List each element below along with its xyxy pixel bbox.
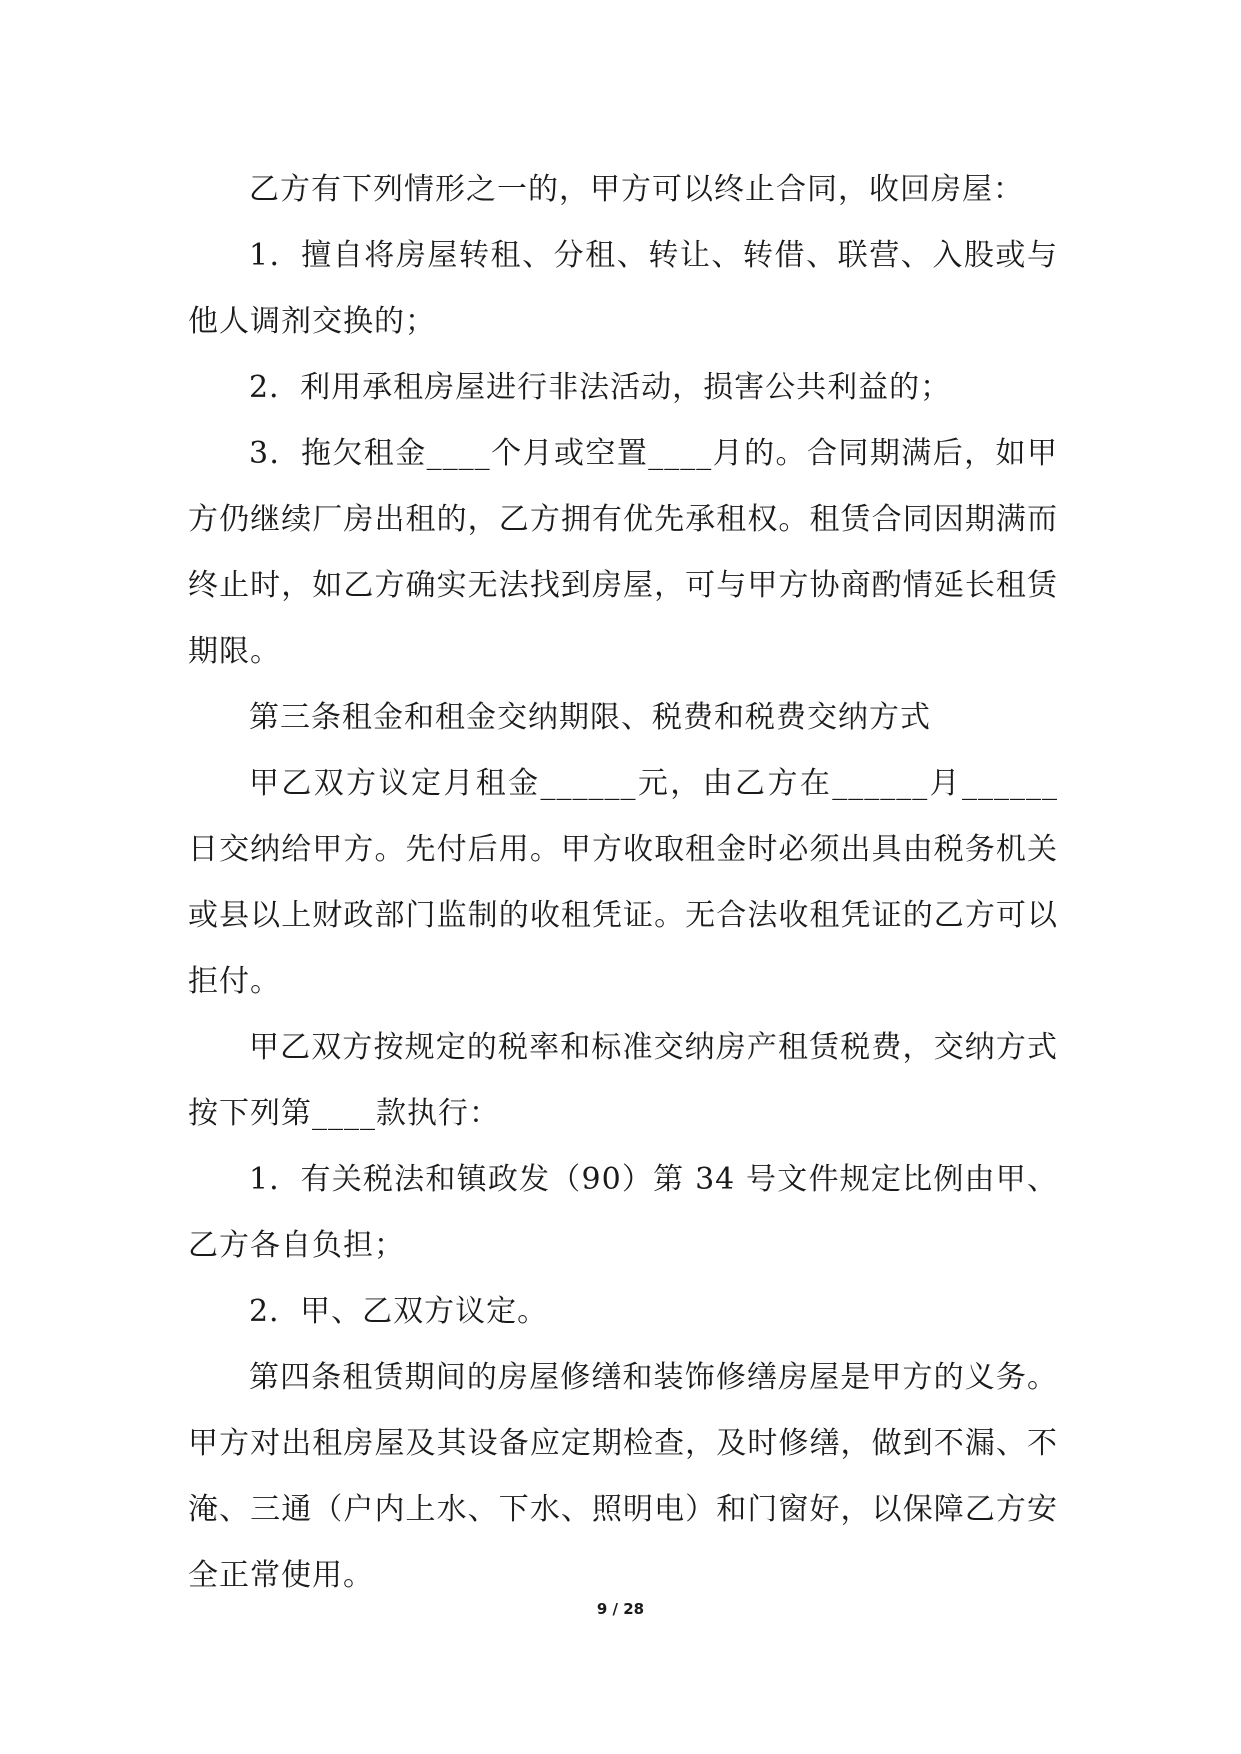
paragraph-item-2-illegal-use: 2．利用承租房屋进行非法活动，损害公共利益的； xyxy=(249,370,952,405)
page-number: 9 / 28 xyxy=(596,1600,645,1618)
section-heading-article-3: 第三条租金和租金交纳期限、税费和税费交纳方式 xyxy=(249,700,931,735)
paragraph-item-3-arrears: 3．拖欠租金____个月或空置____月的。合同期满后，如甲方仍继续厂房出租的，乙方拥有优先承租权。租赁合同因期满而终止时，如乙方确实无法找到房屋，可与甲方协商酌情延长租赁期限。 xyxy=(188,436,1058,669)
document-body xyxy=(188,157,1058,1609)
paragraph-item-1-sublet: 1．擅自将房屋转租、分租、转让、转借、联营、入股或与他人调剂交换的； xyxy=(188,238,1058,339)
paragraph-article-4-repairs: 第四条租赁期间的房屋修缮和装饰修缮房屋是甲方的义务。甲方对出租房屋及其设备应定期检查，及时修缮，做到不漏、不淹、三通（户内上水、下水、照明电）和门窗好，以保障乙方安全正常使用。 xyxy=(188,1360,1058,1593)
paragraph-tax-option-2: 2．甲、乙双方议定。 xyxy=(249,1294,549,1329)
paragraph-tax-payment: 甲乙双方按规定的税率和标准交纳房产租赁税费，交纳方式按下列第____款执行： xyxy=(188,1030,1058,1131)
paragraph-rent-payment: 甲乙双方议定月租金______元，由乙方在______月______日交纳给甲方。先付后用。甲方收取租金时必须出具由税务机关或县以上财政部门监制的收租凭证。无合法收租凭证的乙方可以拒付。 xyxy=(188,766,1058,999)
paragraph-tax-option-1: 1．有关税法和镇政发（90）第 34 号文件规定比例由甲、乙方各自负担； xyxy=(188,1162,1058,1263)
paragraph-termination-conditions: 乙方有下列情形之一的，甲方可以终止合同，收回房屋： xyxy=(249,172,1024,207)
